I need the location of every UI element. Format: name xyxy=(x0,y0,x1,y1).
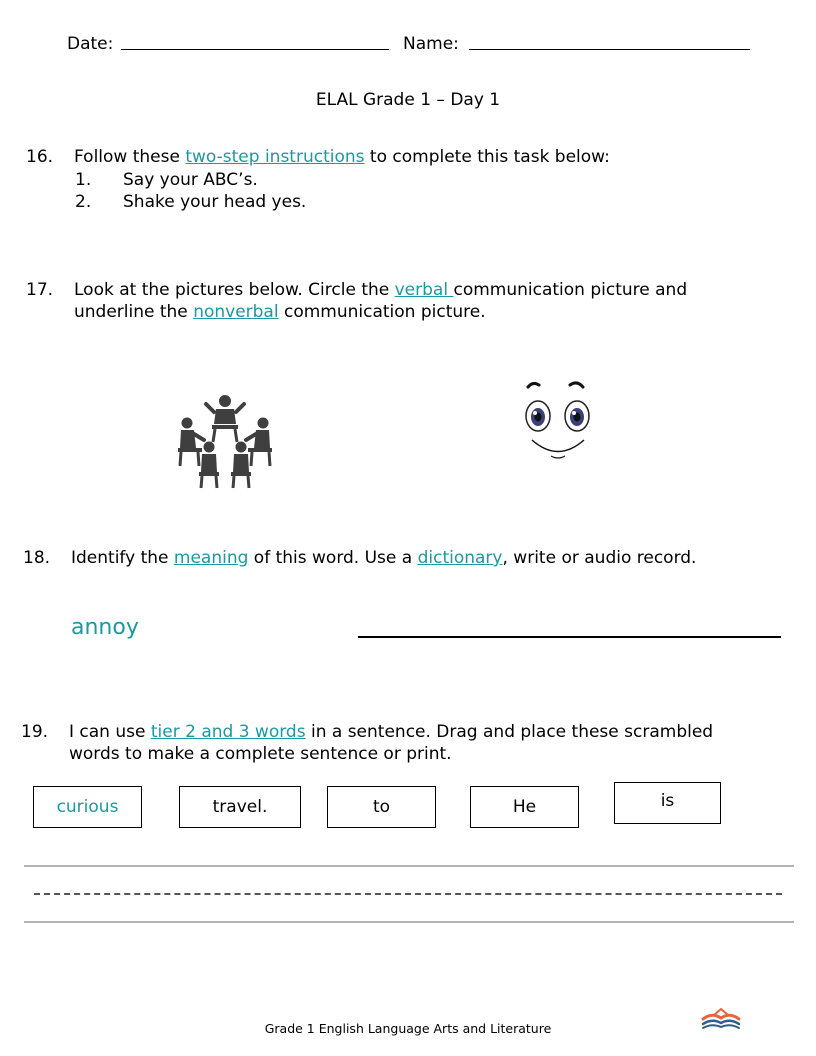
vocabulary-word: annoy xyxy=(71,615,139,640)
people-talking-icon[interactable] xyxy=(176,392,274,490)
q18-text-after: , write or audio record. xyxy=(502,548,697,568)
meaning-link[interactable]: meaning xyxy=(173,548,249,568)
writing-line-middle-dashed xyxy=(34,893,782,895)
q17-line2-after: communication picture. xyxy=(278,302,486,322)
writing-line-bottom xyxy=(24,921,794,923)
smiling-face-icon[interactable] xyxy=(520,377,596,463)
word-tile-he[interactable]: He xyxy=(470,786,579,828)
q18-text-before: Identify the xyxy=(71,548,174,568)
question-19-number: 19. xyxy=(21,722,49,742)
word-tile-to[interactable]: to xyxy=(327,786,436,828)
q19-line1-after: in a sentence. Drag and place these scrambled xyxy=(305,722,714,742)
step-1-number: 1. xyxy=(75,170,92,190)
word-tile-travel[interactable]: travel. xyxy=(179,786,301,828)
q16-text-before: Follow these xyxy=(74,147,186,167)
q18-text-mid: of this word. Use a xyxy=(248,548,418,568)
question-16-number: 16. xyxy=(26,147,54,167)
name-field[interactable] xyxy=(469,49,750,50)
word-tile-is[interactable]: is xyxy=(614,782,721,824)
question-18-number: 18. xyxy=(23,548,51,568)
name-label: Name: xyxy=(403,34,459,54)
q17-line1-before: Look at the pictures below. Circle the xyxy=(74,280,395,300)
question-18-text xyxy=(71,547,696,569)
word-tile-curious[interactable]: curious xyxy=(33,786,142,828)
nonverbal-link[interactable]: nonverbal xyxy=(193,302,279,322)
footer-text: Grade 1 English Language Arts and Literature xyxy=(264,1021,552,1036)
question-16-text xyxy=(74,146,610,168)
step-2-text: Shake your head yes. xyxy=(123,192,307,212)
question-17-number: 17. xyxy=(26,280,54,300)
question-19-line-2: words to make a complete sentence or print. xyxy=(69,744,452,764)
date-label: Date: xyxy=(67,34,114,54)
writing-line-top[interactable] xyxy=(24,865,794,867)
question-19-line-1 xyxy=(69,721,713,743)
q16-text-after: to complete this task below: xyxy=(364,147,610,167)
q19-line1-before: I can use xyxy=(69,722,151,742)
step-1-text: Say your ABC’s. xyxy=(123,170,258,190)
q17-line2-before: underline the xyxy=(74,302,194,322)
step-2-number: 2. xyxy=(75,192,92,212)
page-title: ELAL Grade 1 – Day 1 xyxy=(315,90,501,110)
question-17-line-2 xyxy=(74,301,486,323)
tier-2-and-3-words-link[interactable]: tier 2 and 3 words xyxy=(150,722,306,742)
question-17-line-1 xyxy=(74,279,687,301)
date-field[interactable] xyxy=(121,49,389,50)
meaning-answer-line[interactable] xyxy=(358,636,781,638)
verbal-link[interactable]: verbal xyxy=(394,280,454,300)
two-step-instructions-link[interactable]: two-step instructions xyxy=(185,147,365,167)
q17-line1-after: communication picture and xyxy=(453,280,688,300)
dictionary-link[interactable]: dictionary xyxy=(417,548,503,568)
open-book-logo-icon xyxy=(700,1008,742,1032)
